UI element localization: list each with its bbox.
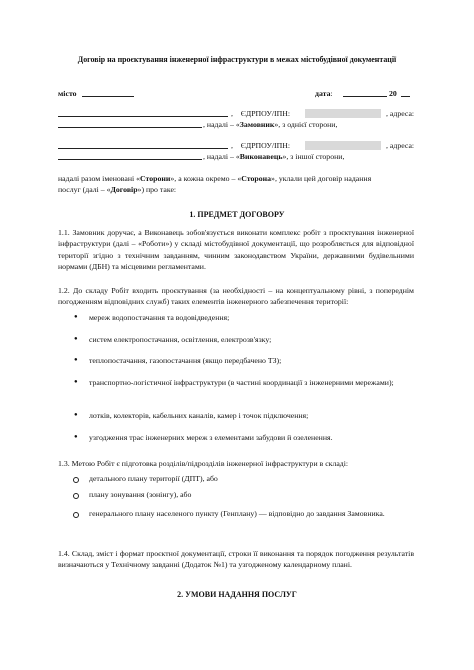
customer-address-field[interactable] xyxy=(58,127,202,128)
list-item: лотків, колекторів, кабельних каналів, камер і точок підключення; xyxy=(89,411,309,420)
customer-edrpou-field[interactable] xyxy=(305,109,381,118)
document-title: Договір на проєктування інженерної інфраструктури в межах містобудівної документації xyxy=(77,55,397,64)
city-label: місто xyxy=(58,89,77,98)
bullet-icon: ● xyxy=(74,379,78,385)
customer-edrpou-label: , ЄДРПОУ/ІПН: xyxy=(231,109,291,118)
bullet-icon: ● xyxy=(74,314,78,320)
contractor-edrpou-label: , ЄДРПОУ/ІПН: xyxy=(231,141,291,150)
clause-1-1: 1.1. Замовник доручає, а Виконавець зобов'язується виконати комплекс робіт з проєктування інженерної інфраструктури (далі – «Роботи») у складі містобудівної документації, що розробляється для відповідної території згідно з технічним завданням, чинним законодавством України, державними будівельними нормами (ДБН) та місцевими регламентами. xyxy=(58,228,414,271)
circle-bullet-icon xyxy=(73,477,79,483)
clause-1-4: 1.4. Склад, зміст і формат проєктної документації, строки її виконання та порядок погодження результатів визначаються у Технічному завданні (Додаток №1) та узгодженому календарному плані. xyxy=(58,549,414,570)
contractor-address-label: , адреса: xyxy=(386,141,415,150)
section-1-heading: 1. ПРЕДМЕТ ДОГОВОРУ xyxy=(189,210,285,219)
customer-role-line: , надалі – «Замовник», з однієї сторони, xyxy=(203,120,338,129)
year-field[interactable] xyxy=(401,96,410,97)
bullet-icon: ● xyxy=(74,336,78,342)
list-item: мереж водопостачання та водовідведення; xyxy=(89,313,230,322)
customer-name-field[interactable] xyxy=(58,116,228,117)
city-field[interactable] xyxy=(82,96,134,97)
list-item: генерального плану населеного пункту (Генплану) — відповідно до завдання Замовника. xyxy=(89,509,385,518)
clause-1-3: 1.3. Метою Робіт є підготовка розділів/підрозділів інженерної інфраструктури в складі: xyxy=(58,459,349,468)
list-item: детального плану території (ДПТ), або xyxy=(89,474,218,483)
customer-address-label: , адреса: xyxy=(386,109,415,118)
date-label: дата: xyxy=(315,89,333,98)
intro-line-1: надалі разом іменовані «Сторони», а кожна окремо – «Сторона», уклали цей договір надання xyxy=(58,174,372,183)
contractor-name-field[interactable] xyxy=(58,148,228,149)
list-item: плану зонування (зонінгу), або xyxy=(89,490,192,499)
date-field[interactable] xyxy=(343,96,387,97)
list-item: узгодження трас інженерних мереж з елементами забудови й озеленення. xyxy=(89,433,333,442)
list-item: систем електропостачання, освітлення, електрозв'язку; xyxy=(89,335,272,344)
list-item: теплопостачання, газопостачання (якщо передбачено ТЗ); xyxy=(89,356,282,365)
contractor-role-line: , надалі – «Виконавець», з іншої сторони, xyxy=(203,152,345,161)
bullet-icon: ● xyxy=(74,434,78,440)
circle-bullet-icon xyxy=(73,493,79,499)
section-2-heading: 2. УМОВИ НАДАННЯ ПОСЛУГ xyxy=(177,590,297,599)
list-item: транспортно-логістичної інфраструктури (в частині координації з інженерними мережами); xyxy=(89,378,394,387)
clause-1-2: 1.2. До складу Робіт входить проєктування (за необхідності – на концептуальному рівні, з попереднім погодженням відповідних служб) таких елементів інженерного забезпечення території: xyxy=(58,286,414,307)
contractor-address-field[interactable] xyxy=(58,159,202,160)
contractor-edrpou-field[interactable] xyxy=(305,141,381,150)
bullet-icon: ● xyxy=(74,357,78,363)
intro-line-2: послуг (далі – «Договір») про таке: xyxy=(58,185,177,194)
bullet-icon: ● xyxy=(74,412,78,418)
year-prefix: 20 xyxy=(389,89,397,98)
circle-bullet-icon xyxy=(73,512,79,518)
